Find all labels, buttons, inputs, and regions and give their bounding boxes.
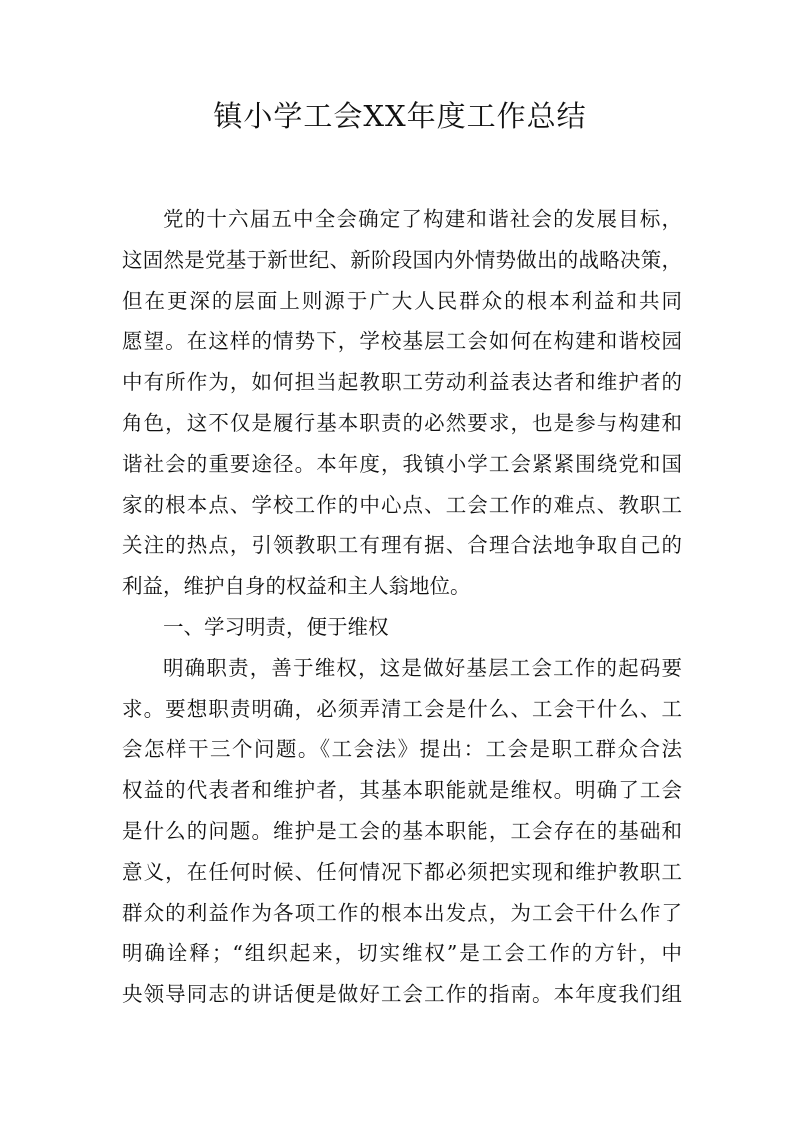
text-line: 会怎样干三个问题。《工会法》提出：工会是职工群众合法 [122,737,682,762]
text-line: 央领导同志的讲话便是做好工会工作的指南。本年度我们组 [122,982,682,1007]
text-line: 家的根本点、学校工作的中心点、工会工作的难点、教职工 [122,492,682,517]
text-line: 明确诠释；“组织起来，切实维权”是工会工作的方针，中 [122,941,682,966]
text-line: 这固然是党基于新世纪、新阶段国内外情势做出的战略决策， [122,247,682,272]
text-line: 是什么的问题。维护是工会的基本职能，工会存在的基础和 [122,818,682,843]
text-line: 求。要想职责明确，必须弄清工会是什么、工会干什么、工 [122,696,682,721]
text-line: 关注的热点，引领教职工有理有据、合理合法地争取自己的 [122,533,682,558]
document-title: 镇小学工会XX年度工作总结 [213,99,587,133]
text-line: 中有所作为，如何担当起教职工劳动利益表达者和维护者的 [122,370,682,395]
text-line: 愿望。在这样的情势下，学校基层工会如何在构建和谐校园 [122,329,682,354]
text-line: 利益，维护自身的权益和主人翁地位。 [122,574,471,599]
text-line: 意义，在任何时候、任何情况下都必须把实现和维护教职工 [122,859,682,884]
text-line: 角色，这不仅是履行基本职责的必然要求，也是参与构建和 [122,410,682,435]
text-line: 明确职责，善于维权，这是做好基层工会工作的起码要 [163,655,682,680]
text-line: 权益的代表者和维护者，其基本职能就是维权。明确了工会 [122,778,682,803]
text-line: 但在更深的层面上则源于广大人民群众的根本利益和共同 [122,288,682,313]
text-line: 群众的利益作为各项工作的根本出发点，为工会干什么作了 [122,900,682,925]
section-heading: 一、学习明责，便于维权 [163,614,389,639]
text-line: 党的十六届五中全会确定了构建和谐社会的发展目标， [163,207,682,231]
text-line: 谐社会的重要途径。本年度，我镇小学工会紧紧围绕党和国 [122,451,682,476]
document-body [122,199,682,1015]
